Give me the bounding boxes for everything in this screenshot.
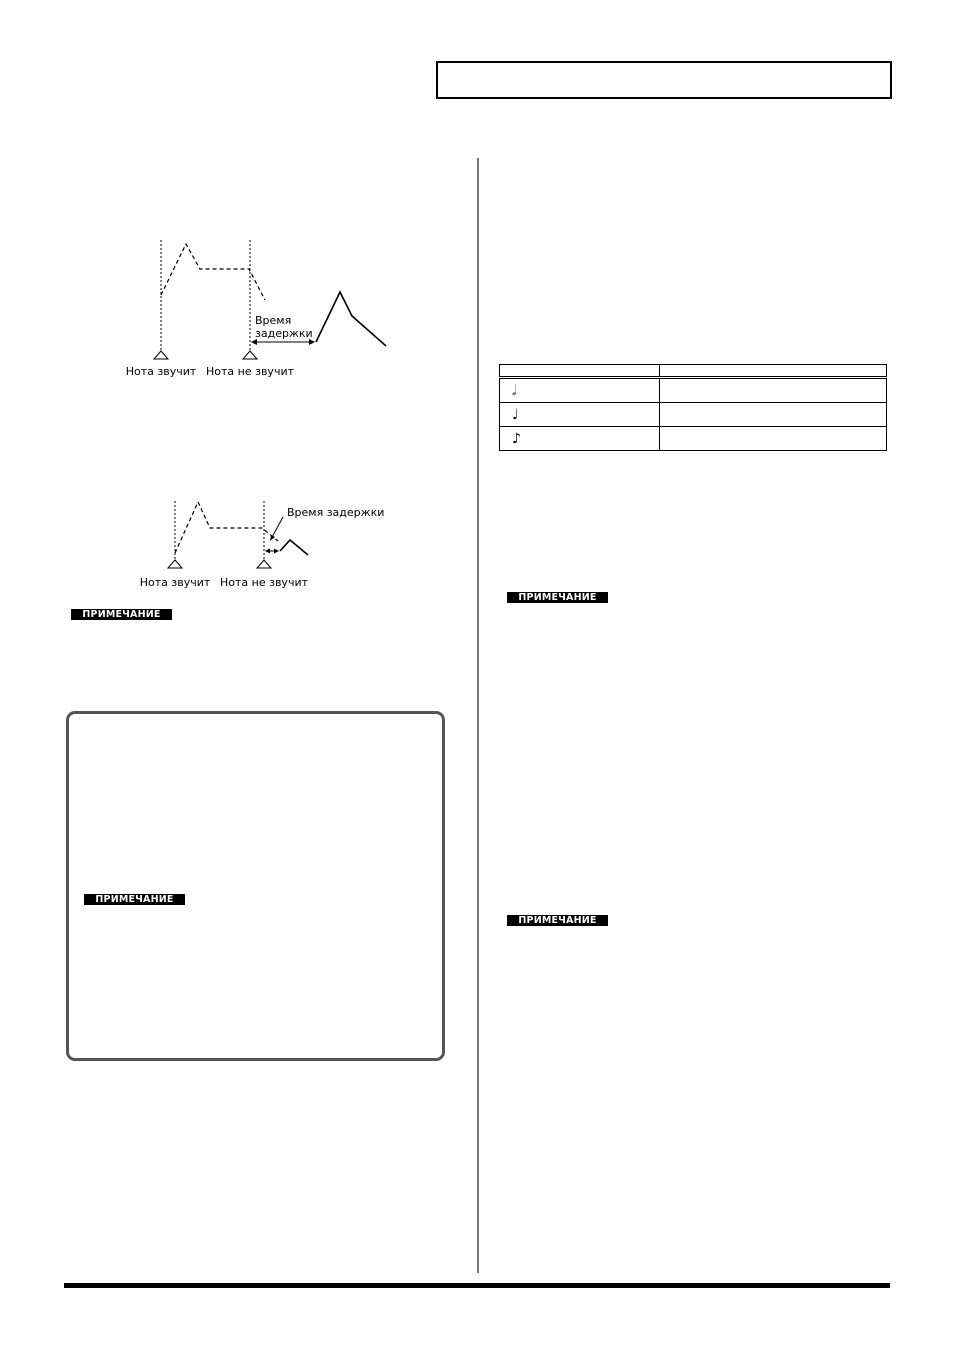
note-badge: ПРИМЕЧАНИЕ: [84, 894, 185, 905]
note-value-table: [499, 364, 887, 451]
section-header-box: [436, 61, 892, 99]
delay-time-label-line1: Время: [255, 314, 292, 327]
table-cell: [660, 403, 887, 427]
info-panel: [66, 711, 445, 1061]
column-divider: [477, 158, 479, 1273]
note-on-label: Нота звучит: [139, 576, 211, 589]
table-row: [500, 427, 887, 451]
delay-time-label-line2: задержки: [255, 327, 313, 340]
delay-diagram-short: [130, 495, 390, 595]
table-row: [500, 378, 887, 403]
quarter-note-icon: ♩: [500, 403, 660, 427]
note-off-label: Нота не звучит: [206, 365, 294, 378]
delay-diagram-long: [120, 230, 400, 390]
table-row: [500, 403, 887, 427]
table-cell: [660, 378, 887, 403]
note-badge: ПРИМЕЧАНИЕ: [71, 609, 172, 620]
delay-time-label: Время задержки: [287, 506, 385, 519]
table-header-row: [500, 365, 887, 378]
note-off-label: Нота не звучит: [220, 576, 308, 589]
note-badge: ПРИМЕЧАНИЕ: [507, 592, 608, 603]
table-header-cell: [660, 365, 887, 378]
table-header-cell: [500, 365, 660, 378]
note-on-label: Нота звучит: [125, 365, 197, 378]
eighth-note-icon: ♪: [500, 427, 660, 451]
table-cell: [660, 427, 887, 451]
footer-rule: [64, 1283, 890, 1288]
note-badge: ПРИМЕЧАНИЕ: [507, 915, 608, 926]
half-note-icon: 𝅗𝅥: [500, 378, 660, 403]
